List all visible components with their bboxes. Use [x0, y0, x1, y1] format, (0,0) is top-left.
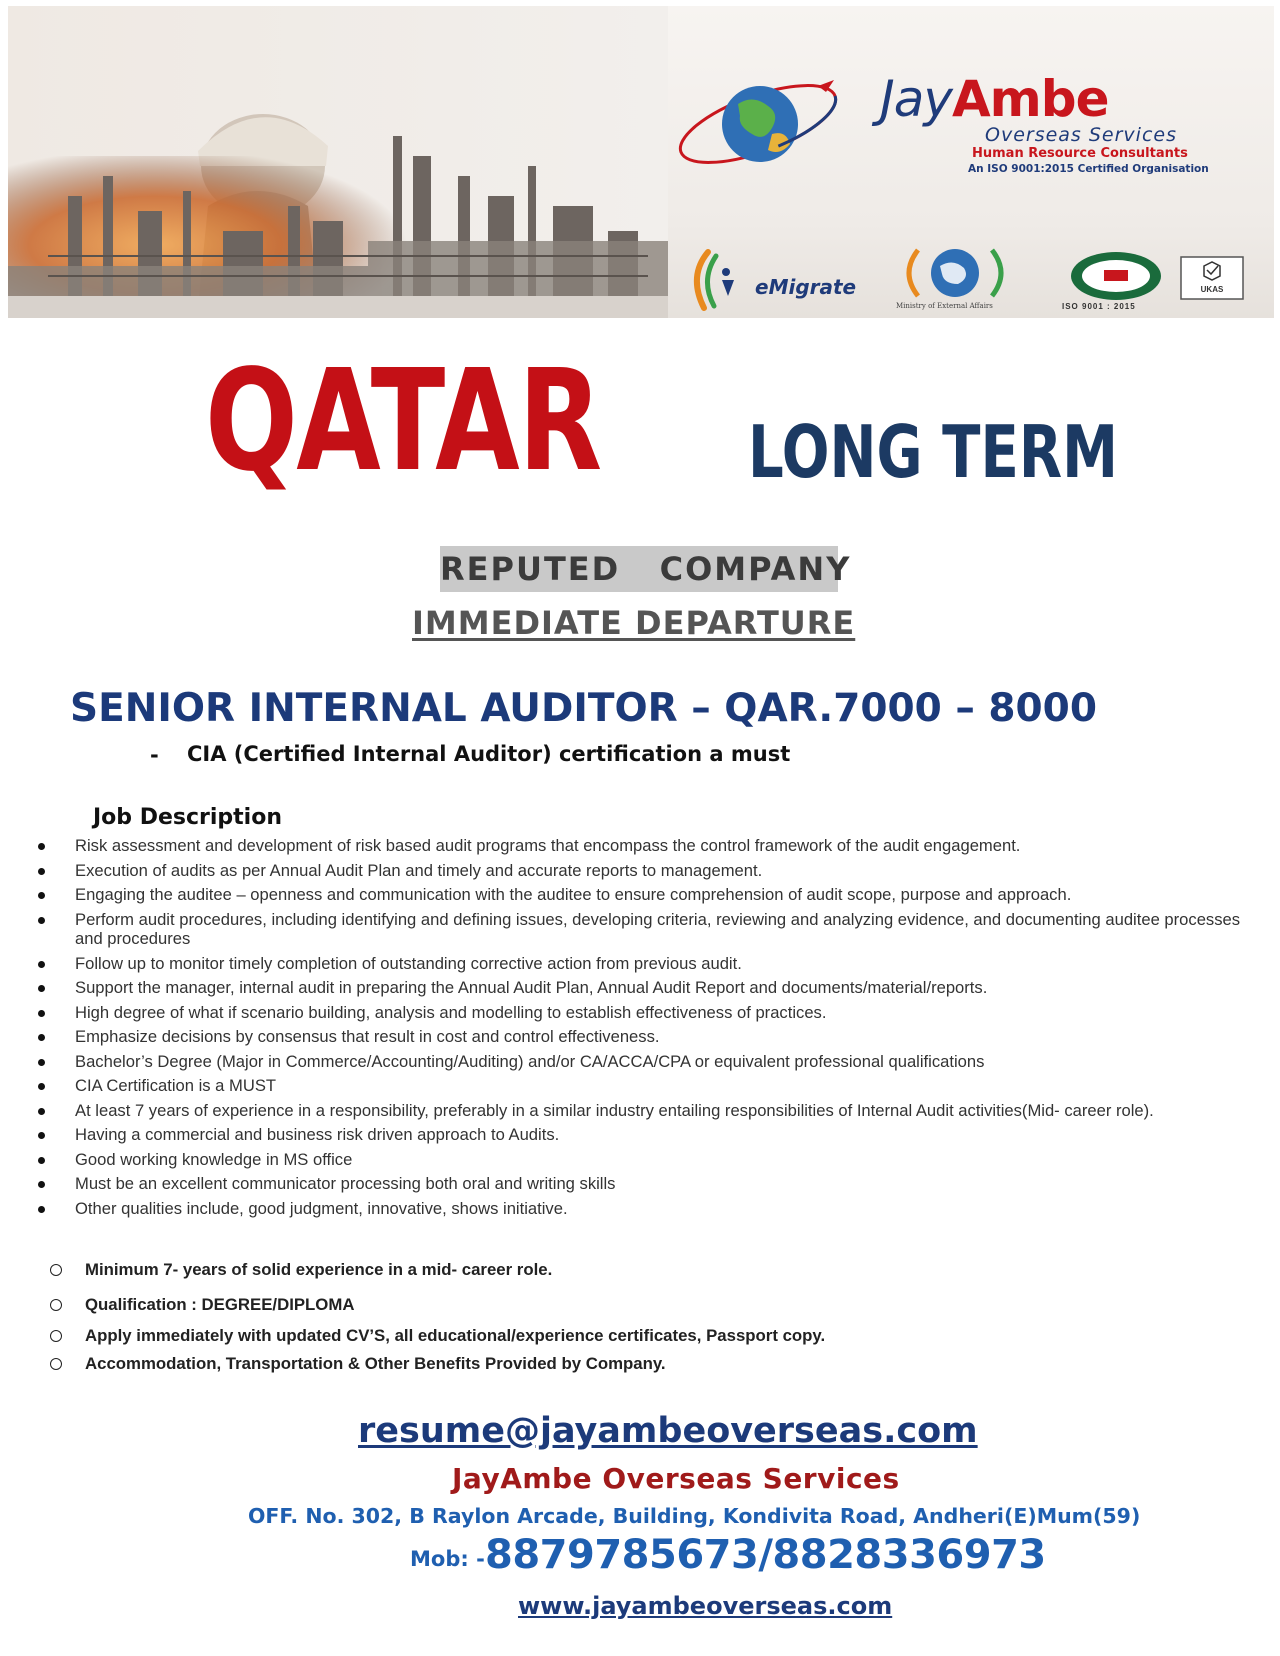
- bullet-icon: [38, 961, 45, 968]
- ministry-caption: Ministry of External Affairs: [896, 302, 993, 310]
- circle-bullet-icon: [50, 1358, 62, 1370]
- list-item-text: Minimum 7- years of solid experience in a mid- career role.: [85, 1260, 553, 1279]
- list-item-text: Perform audit procedures, including identifying and defining issues, developing criteria, reviewing and analyzing evidence, and documenting auditee processes and procedures: [75, 909, 1241, 948]
- bullet-icon: [38, 1034, 45, 1041]
- list-item-text: CIA Certification is a MUST: [75, 1076, 277, 1095]
- office-address: OFF. No. 302, B Raylon Arcade, Building, Kondivita Road, Andheri(E)Mum(59): [248, 1504, 1141, 1528]
- bullet-icon: [38, 843, 45, 850]
- circle-bullet-icon: [50, 1264, 62, 1276]
- job-description-list: [34, 836, 1264, 1223]
- circle-bullet-icon: [50, 1299, 62, 1311]
- bullet-icon: [38, 1132, 45, 1139]
- ministry-emblem-icon: [898, 244, 1012, 302]
- immediate-departure-label: IMMEDIATE DEPARTURE: [412, 604, 856, 642]
- list-item-text: Qualification : DEGREE/DIPLOMA: [85, 1295, 355, 1314]
- globe-logo-icon: [668, 64, 848, 184]
- list-item-text: Emphasize decisions by consensus that result in cost and control effectiveness.: [75, 1027, 660, 1046]
- list-item: [34, 1052, 1264, 1072]
- ukas-label: UKAS: [1200, 285, 1224, 294]
- list-item: [34, 1003, 1264, 1023]
- bullet-icon: [38, 1010, 45, 1017]
- list-item: [34, 1125, 1264, 1145]
- bullet-icon: [38, 1181, 45, 1188]
- list-item-text: Must be an excellent communicator processing both oral and writing skills: [75, 1174, 616, 1193]
- list-item: [34, 954, 1264, 974]
- job-title: SENIOR INTERNAL AUDITOR – QAR.7000 – 8000: [70, 686, 1097, 731]
- bullet-icon: [38, 917, 45, 924]
- emigrate-label: eMigrate: [755, 275, 857, 299]
- emigrate-logo-icon: [680, 246, 750, 314]
- list-item-text: Risk assessment and development of risk based audit programs that encompass the control framework of the audit engagement.: [75, 836, 1021, 855]
- reputed-company-label: [440, 546, 852, 592]
- list-item: [34, 1076, 1264, 1096]
- company-name: JayAmbe Overseas Services: [452, 1462, 900, 1495]
- requirement-dash: -: [150, 743, 159, 767]
- list-item: [34, 861, 1264, 881]
- reputed-text: REPUTED COMPANY: [440, 550, 852, 588]
- circle-bullet-icon: [50, 1330, 62, 1342]
- brand-name: [880, 70, 1109, 128]
- list-item-text: Other qualities include, good judgment, innovative, shows initiative.: [75, 1198, 568, 1218]
- cia-requirement: CIA (Certified Internal Auditor) certification a must: [187, 742, 791, 766]
- bullet-icon: [38, 1059, 45, 1066]
- list-item-text: Support the manager, internal audit in preparing the Annual Audit Plan, Annual Audit Report and documents/material/reports.: [75, 978, 988, 997]
- list-item: [34, 836, 1264, 856]
- list-item-text: Apply immediately with updated CV’S, all educational/experience certificates, Passport copy.: [85, 1326, 826, 1345]
- website-link[interactable]: www.jayambeoverseas.com: [518, 1592, 893, 1620]
- brand-subtitle: Human Resource Consultants: [972, 146, 1188, 161]
- brand-jay: Jay: [880, 70, 952, 128]
- list-item: [34, 1174, 1264, 1194]
- list-item-text: Engaging the auditee – openness and communication with the auditee to ensure comprehension of audit scope, purpose and approach.: [75, 885, 1072, 904]
- refinery-illustration: [8, 6, 668, 318]
- list-item-text: At least 7 years of experience in a responsibility, preferably in a similar industry entailing responsibilities of Internal Audit activities(Mid- career role).: [75, 1100, 1154, 1120]
- ukas-badge-icon: [1180, 256, 1244, 300]
- list-item: [34, 910, 1264, 949]
- contract-term: LONG TERM: [748, 410, 1118, 494]
- list-item-text: Having a commercial and business risk driven approach to Audits.: [75, 1125, 560, 1144]
- list-item: [50, 1326, 1250, 1346]
- mobile-numbers[interactable]: 8879785673/8828336973: [485, 1532, 1046, 1578]
- list-item: [34, 978, 1264, 998]
- brand-certification: An ISO 9001:2015 Certified Organisation: [968, 163, 1209, 175]
- bullet-icon: [38, 985, 45, 992]
- contact-email-link[interactable]: resume@jayambeoverseas.com: [358, 1411, 978, 1451]
- list-item-text: Execution of audits as per Annual Audit Plan and timely and accurate reports to management.: [75, 860, 763, 880]
- list-item: [34, 1101, 1264, 1121]
- list-item: [34, 885, 1264, 905]
- list-item: [34, 1027, 1264, 1047]
- bullet-icon: [38, 1206, 45, 1213]
- list-item-text: Good working knowledge in MS office: [75, 1149, 353, 1169]
- mobile-label: Mob: -: [410, 1547, 485, 1571]
- job-description-heading: Job Description: [93, 805, 282, 830]
- iso-caption: ISO 9001 : 2015: [1062, 302, 1136, 311]
- brand-ambe: Ambe: [951, 70, 1109, 128]
- iso-seal-icon: [1068, 250, 1164, 302]
- conditions-list: [50, 1260, 1250, 1374]
- bullet-icon: [38, 1108, 45, 1115]
- brand-tagline: Overseas Services: [985, 124, 1177, 146]
- list-item: [34, 1150, 1264, 1170]
- list-item-text: Follow up to monitor timely completion of outstanding corrective action from previous audit.: [75, 953, 742, 973]
- list-item: [34, 1199, 1264, 1219]
- list-item: [50, 1260, 1250, 1280]
- country-heading: QATAR: [205, 340, 601, 503]
- bullet-icon: [38, 868, 45, 875]
- bullet-icon: [38, 1083, 45, 1090]
- list-item: [50, 1295, 1250, 1315]
- list-item-text: High degree of what if scenario building, analysis and modelling to establish effectiveness of practices.: [75, 1002, 827, 1022]
- bullet-icon: [38, 892, 45, 899]
- list-item-text: Accommodation, Transportation & Other Benefits Provided by Company.: [85, 1354, 666, 1373]
- bullet-icon: [38, 1157, 45, 1164]
- list-item: [50, 1354, 1250, 1374]
- list-item-text: Bachelor’s Degree (Major in Commerce/Accounting/Auditing) and/or CA/ACCA/CPA or equivalent professional qualifications: [75, 1051, 985, 1071]
